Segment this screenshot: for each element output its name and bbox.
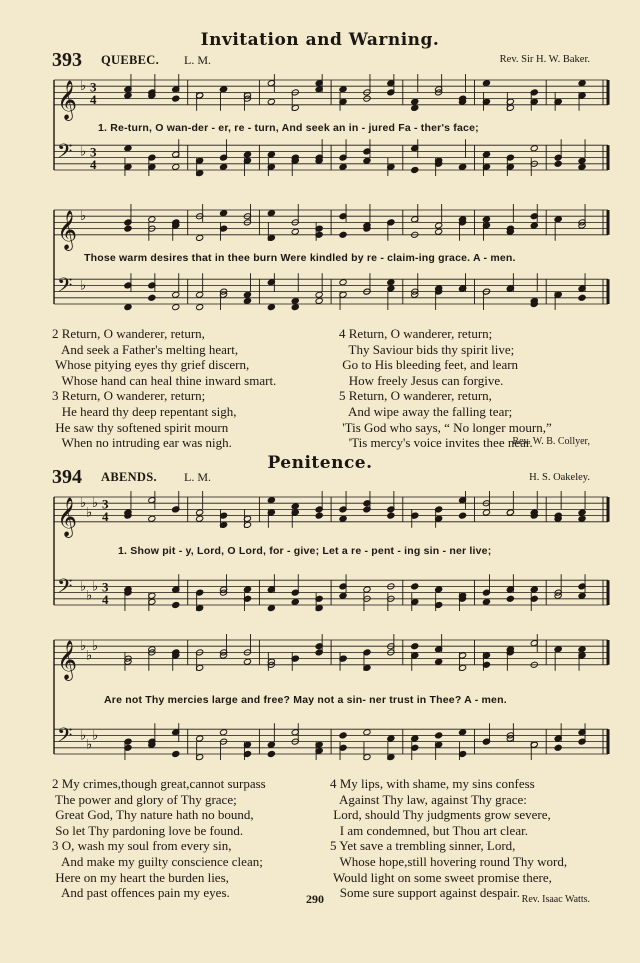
- note-head: [435, 658, 443, 665]
- note-head: [291, 228, 299, 235]
- note-head: [124, 304, 132, 311]
- note-head: [196, 234, 204, 241]
- note-head: [578, 509, 586, 516]
- note-head: [506, 509, 514, 516]
- note-head: [435, 732, 443, 739]
- note-head: [315, 297, 323, 304]
- flat-sign: ♭: [80, 639, 87, 655]
- note-head: [267, 605, 275, 612]
- flat-sign: ♭: [86, 588, 93, 604]
- note-head: [411, 104, 419, 111]
- flat-sign: ♭: [80, 209, 87, 225]
- note-head: [339, 515, 347, 522]
- note-head: [363, 729, 371, 736]
- lyric-line: 1. Show pit - y, Lord, O Lord, for - give; Let a re - pent - ing sin - ner live;: [118, 545, 492, 557]
- note-head: [554, 216, 562, 223]
- note-head: [220, 210, 228, 217]
- treble-clef: 𝄞: [57, 79, 78, 120]
- note-head: [267, 151, 275, 158]
- tune-name: QUEBEC.: [101, 53, 160, 67]
- note-head: [291, 598, 299, 605]
- bass-clef: 𝄢: [57, 574, 73, 603]
- note-head: [339, 231, 347, 238]
- note-head: [243, 291, 251, 298]
- note-head: [482, 509, 490, 516]
- note-head: [459, 163, 467, 170]
- note-head: [482, 80, 490, 87]
- note-head: [243, 586, 251, 593]
- lyric-line: 1. Re-turn, O wan-der - er, re - turn, And seek an in - jured Fa - ther's face;: [98, 122, 479, 134]
- note-head: [267, 304, 275, 311]
- note-head: [411, 98, 419, 105]
- note-head: [196, 304, 204, 311]
- note-head: [267, 98, 275, 105]
- note-head: [578, 592, 586, 599]
- note-head: [148, 216, 156, 223]
- flat-sign: ♭: [80, 728, 87, 744]
- note-head: [411, 735, 419, 742]
- note-head: [172, 95, 180, 102]
- note-head: [220, 86, 228, 93]
- note-head: [172, 750, 180, 757]
- note-head: [291, 304, 299, 311]
- note-head: [411, 166, 419, 173]
- note-head: [291, 297, 299, 304]
- treble-clef: 𝄞: [57, 496, 78, 537]
- hymn-author: Rev. Sir H. W. Baker.: [499, 54, 590, 65]
- hymn-number: 393: [52, 49, 82, 71]
- note-head: [148, 294, 156, 301]
- time-signature: 3: [102, 579, 109, 595]
- note-head: [578, 646, 586, 653]
- section-heading-penitence: Penitence.: [267, 453, 373, 473]
- note-head: [267, 741, 275, 748]
- flat-sign: ♭: [80, 144, 87, 160]
- note-head: [435, 586, 443, 593]
- note-head: [387, 512, 395, 519]
- flat-sign: ♭: [80, 579, 87, 595]
- lyric-line: Are not Thy mercies large and free? May not a sin- ner trust in Thee? A - men.: [104, 694, 507, 706]
- note-head: [243, 297, 251, 304]
- note-head: [363, 586, 371, 593]
- note-head: [315, 291, 323, 298]
- note-head: [196, 291, 204, 298]
- note-head: [435, 228, 443, 235]
- note-head: [172, 304, 180, 311]
- flat-sign: ♭: [92, 639, 99, 655]
- treble-clef: 𝄞: [57, 639, 78, 680]
- verse-credit: Rev. W. B. Collyer,: [512, 436, 590, 447]
- note-head: [124, 145, 132, 152]
- flat-sign: ♭: [92, 579, 99, 595]
- flat-sign: ♭: [80, 496, 87, 512]
- note-head: [459, 729, 467, 736]
- treble-clef: 𝄞: [57, 209, 78, 250]
- hymn-author: H. S. Oakeley.: [529, 472, 590, 483]
- verses-right: 4 Return, O wanderer, return; Thy Saviour bids thy spirit live; Go to His bleeding feet, and learn How freely Jesus can forgive. 5 Return, O wanderer, return, And wipe away the falling tear; 'Tis God who says, “ No longer mourn,” 'Tis mercy's voice invites thee near.: [339, 326, 552, 451]
- note-head: [243, 151, 251, 158]
- note-head: [578, 157, 586, 164]
- bass-clef: 𝄢: [57, 273, 73, 302]
- note-head: [315, 512, 323, 519]
- note-head: [339, 592, 347, 599]
- note-head: [196, 515, 204, 522]
- time-signature: 3: [90, 79, 97, 95]
- note-head: [220, 163, 228, 170]
- verse-credit: Rev. Isaac Watts.: [521, 894, 590, 905]
- note-head: [291, 503, 299, 510]
- note-head: [148, 515, 156, 522]
- note-head: [196, 735, 204, 742]
- bass-clef: 𝄢: [57, 139, 73, 168]
- note-head: [387, 285, 395, 292]
- time-signature: 3: [102, 496, 109, 512]
- flat-sign: ♭: [86, 505, 93, 521]
- page-number: 290: [306, 892, 324, 906]
- note-head: [411, 643, 419, 650]
- note-head: [411, 583, 419, 590]
- section-heading-invitation: Invitation and Warning.: [200, 30, 440, 50]
- note-head: [387, 735, 395, 742]
- note-head: [267, 210, 275, 217]
- note-head: [172, 291, 180, 298]
- tune-name: ABENDS.: [101, 470, 157, 484]
- note-head: [482, 216, 490, 223]
- meter: L. M.: [184, 53, 211, 67]
- verses-left: 2 My crimes,though great,cannot surpass The power and glory of Thy grace; Great God, Thy nature hath no bound, So let Thy pardoning love be found. 3 O, wash my soul from every sin, And make my guilty conscience clean; Here on my heart the burden lies, And past offences pain my eyes.: [52, 776, 266, 901]
- note-head: [530, 222, 538, 229]
- note-head: [530, 145, 538, 152]
- time-signature: 4: [102, 508, 109, 524]
- note-head: [506, 595, 514, 602]
- note-head: [267, 750, 275, 757]
- note-head: [435, 222, 443, 229]
- note-head: [124, 92, 132, 99]
- flat-sign: ♭: [92, 728, 99, 744]
- verses-left: 2 Return, O wanderer, return, And seek a Father's melting heart, Whose pitying eyes thy grief discern, Whose hand can heal thine inward smart. 3 Return, O wanderer, return; He heard thy deep repentant sigh, He saw thy softened spirit mourn When no intruding ear was nigh.: [52, 326, 277, 451]
- note-head: [124, 225, 132, 232]
- flat-sign: ♭: [80, 278, 87, 294]
- note-head: [554, 646, 562, 653]
- bass-clef: 𝄢: [57, 723, 73, 752]
- note-head: [339, 279, 347, 286]
- note-head: [554, 744, 562, 751]
- time-signature: 3: [90, 144, 97, 160]
- note-head: [554, 160, 562, 167]
- note-head: [243, 658, 251, 665]
- flat-sign: ♭: [92, 496, 99, 512]
- meter: L. M.: [184, 470, 211, 484]
- time-signature: 4: [102, 592, 109, 607]
- note-head: [459, 512, 467, 519]
- note-head: [482, 151, 490, 158]
- note-head: [196, 509, 204, 516]
- note-head: [578, 163, 586, 170]
- note-head: [172, 163, 180, 170]
- note-head: [363, 157, 371, 164]
- note-head: [267, 497, 275, 504]
- time-signature: 4: [90, 91, 97, 107]
- note-head: [530, 586, 538, 593]
- note-head: [387, 279, 395, 286]
- time-signature: 4: [90, 157, 97, 172]
- note-head: [339, 732, 347, 739]
- note-head: [339, 163, 347, 170]
- flat-sign: ♭: [80, 79, 87, 95]
- note-head: [578, 80, 586, 87]
- note-head: [220, 729, 228, 736]
- note-head: [482, 598, 490, 605]
- note-head: [172, 601, 180, 608]
- note-head: [578, 515, 586, 522]
- flat-sign: ♭: [86, 648, 93, 664]
- verses-right: 4 My lips, with shame, my sins confess Against Thy law, against Thy grace: Lord, should Thy judgments grow severe, I am condemned, but Thou art clear. 5 Yet save a trembling sinner, Lord, Whose hope,still hovering round Thy word, Would light on some sweet promise there, Some sure support against despair.: [330, 776, 568, 901]
- hymn-number: 394: [52, 466, 82, 488]
- lyric-line: Those warm desires that in thee burn Were kindled by re - claim-ing grace. A - men.: [84, 252, 516, 264]
- flat-sign: ♭: [86, 737, 93, 753]
- note-head: [339, 86, 347, 93]
- note-head: [578, 294, 586, 301]
